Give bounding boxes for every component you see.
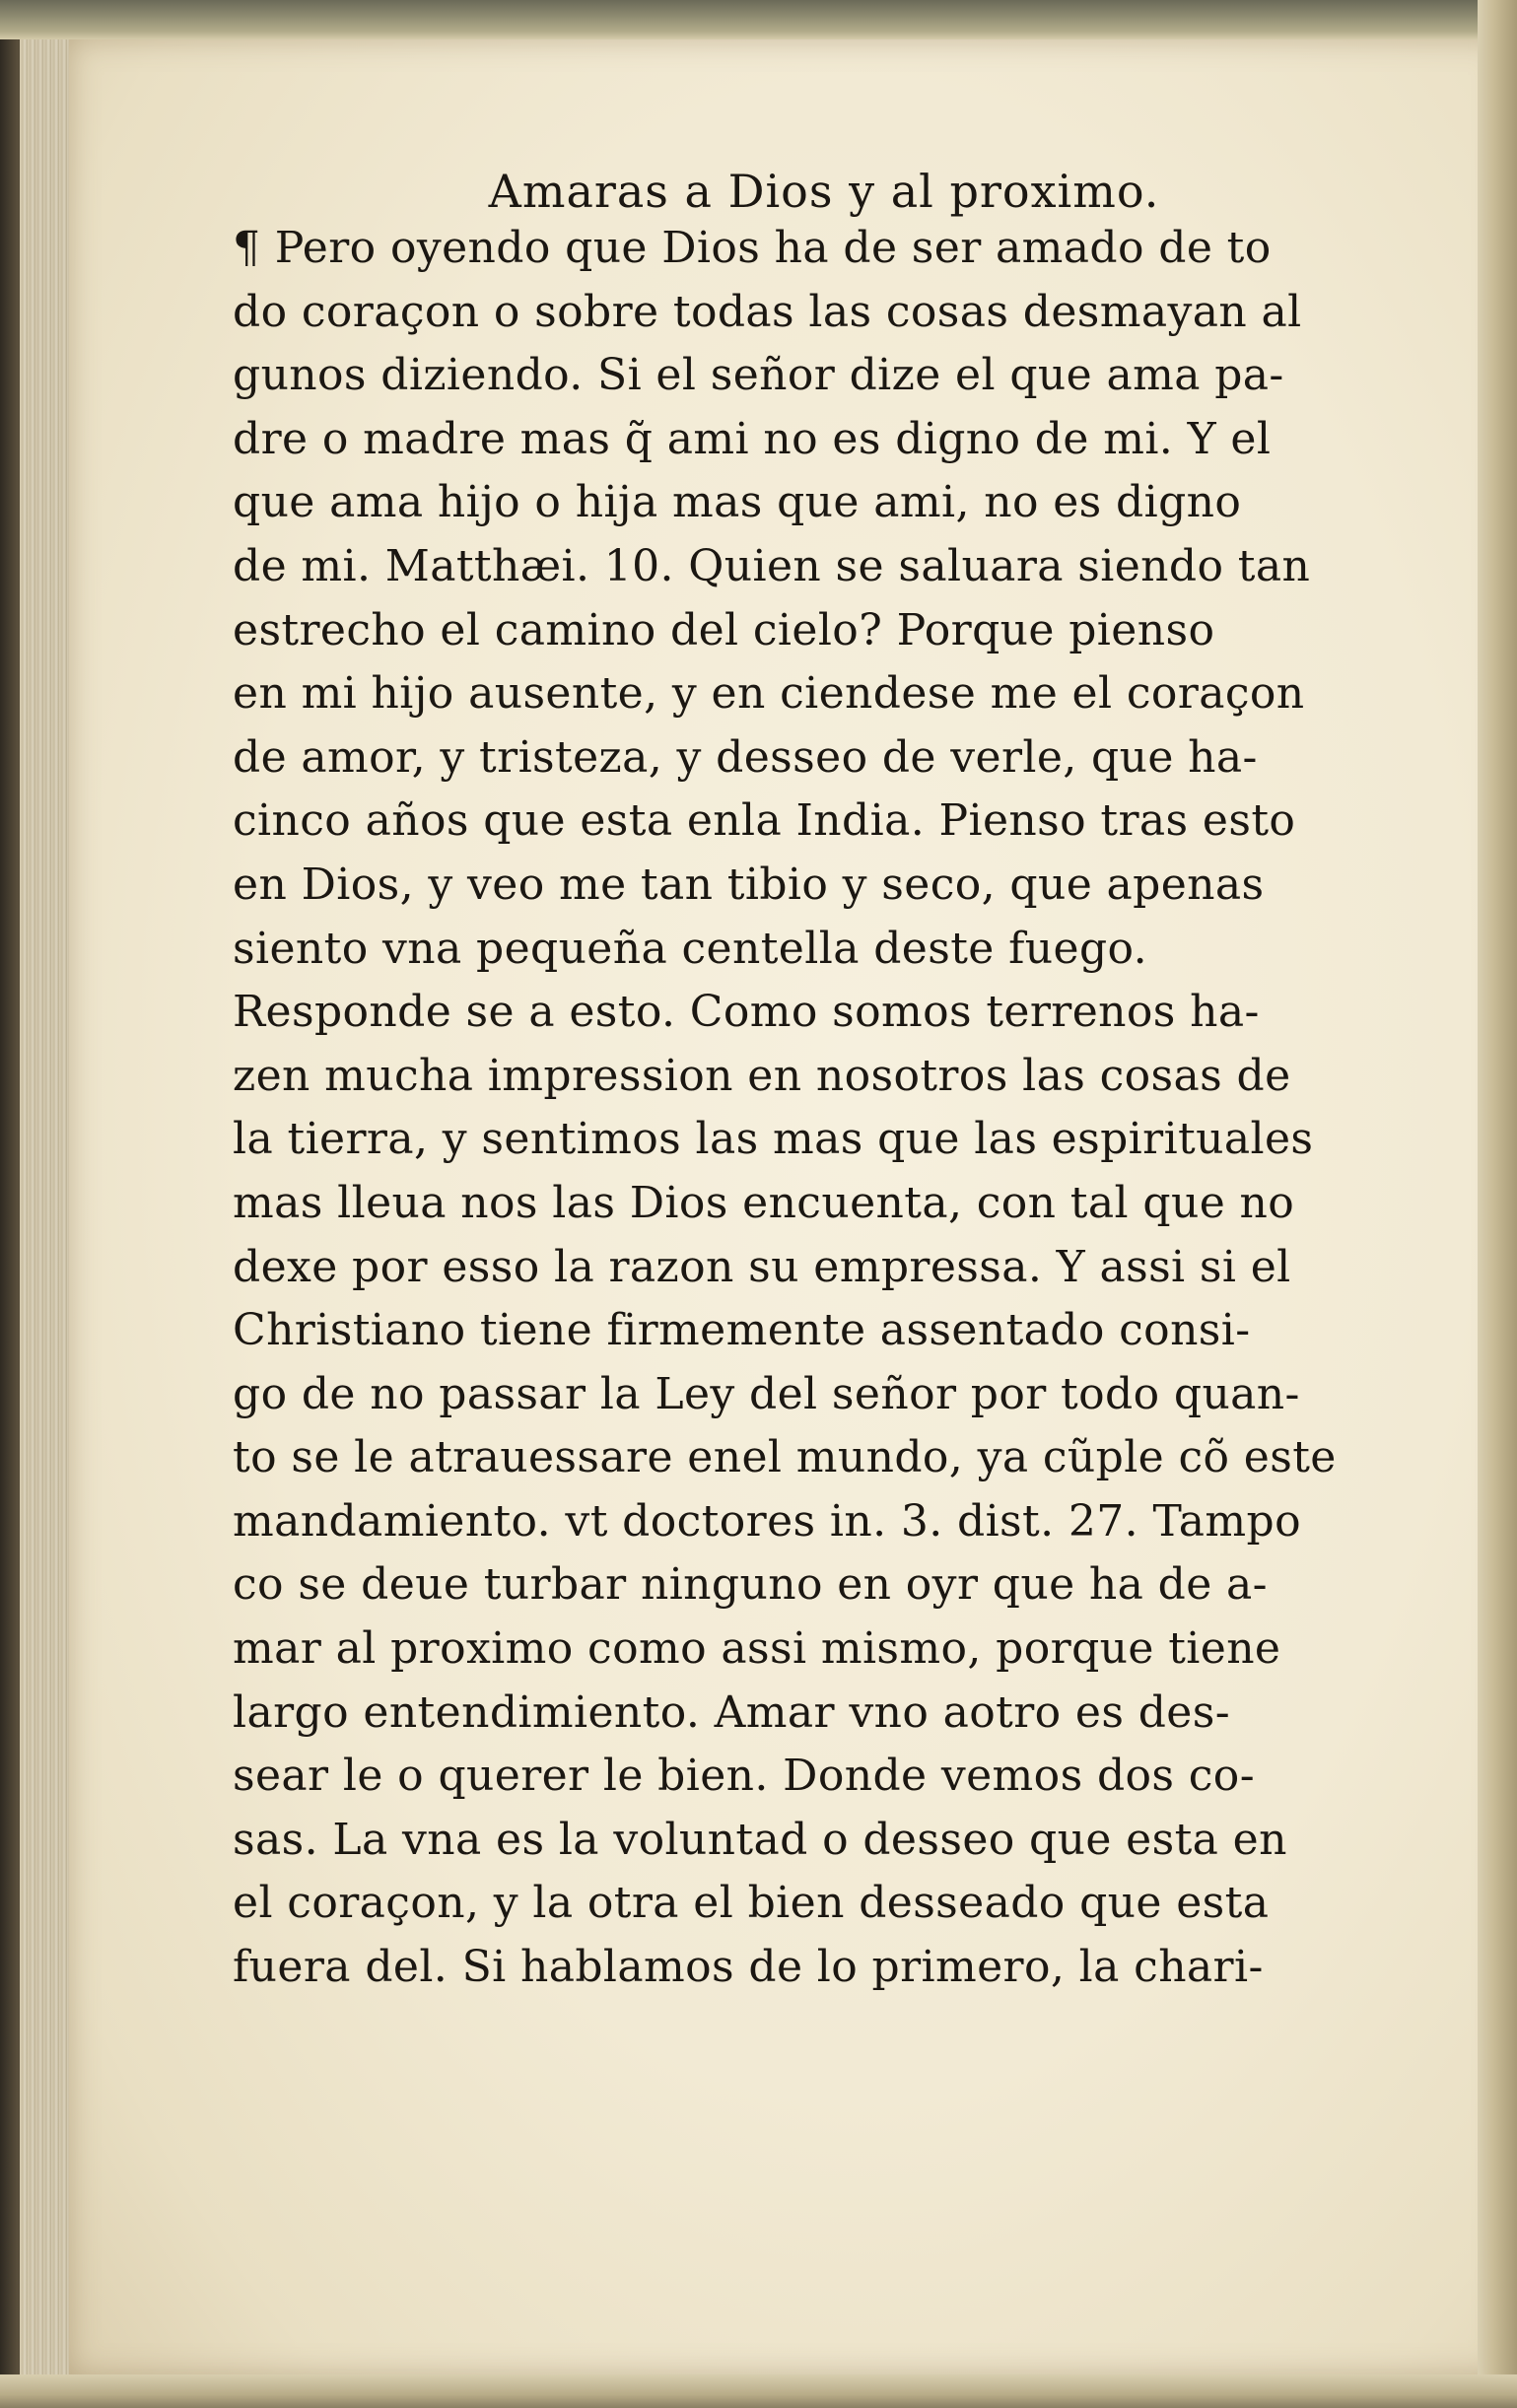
text-line: Christiano tiene firmemente assentado consi-	[233, 1305, 1251, 1356]
text-line: la tierra, y sentimos las mas que las espirituales	[233, 1114, 1314, 1165]
text-line: que ama hijo o hija mas que ami, no es digno	[233, 477, 1242, 528]
text-line: sear le o querer le bien. Donde vemos dos co-	[233, 1751, 1255, 1802]
text-line: en mi hijo ausente, y en ciendese me el coraçon	[233, 668, 1305, 720]
bottom-page-margin	[0, 2374, 1517, 2408]
text-line: de amor, y tristeza, y desseo de verle, que ha-	[233, 731, 1258, 783]
text-line: el coraçon, y la otra el bien desseado que esta	[233, 1878, 1270, 1929]
text-line: dre o madre mas q̃ ami no es digno de mi. Y el	[233, 413, 1272, 464]
text-line: de mi. Matthæi. 10. Quien se saluara siendo tan	[233, 540, 1311, 591]
text-line: estrecho el camino del cielo? Porque pienso	[233, 604, 1215, 655]
text-line: siento vna pequeña centella deste fuego.	[233, 923, 1148, 974]
page-text-block	[233, 166, 1366, 2000]
text-line: sas. La vna es la voluntad o desseo que esta en	[233, 1814, 1287, 1865]
text-line: go de no passar la Ley del señor por todo quan-	[233, 1368, 1300, 1419]
text-line: Responde se a esto. Como somos terrenos ha-	[233, 987, 1260, 1038]
text-line: mas lleua nos las Dios encuenta, con tal que no	[233, 1177, 1295, 1228]
text-line: mandamiento. vt doctores in. 3. dist. 27. Tampo	[233, 1495, 1301, 1547]
text-line: cinco años que esta enla India. Pienso tras esto	[233, 795, 1296, 847]
text-line: do coraçon o sobre todas las cosas desmayan al	[233, 286, 1302, 337]
text-line: zen mucha impression en nosotros las cosas de	[233, 1050, 1291, 1101]
text-line: largo entendimiento. Amar vno aotro es des-	[233, 1686, 1230, 1738]
text-line: dexe por esso la razon su empressa. Y assi si el	[233, 1241, 1291, 1292]
top-page-margin	[0, 0, 1517, 39]
text-line: ¶ Pero oyendo que Dios ha de ser amado de to	[233, 223, 1272, 273]
text-line: mar al proximo como assi mismo, porque tiene	[233, 1623, 1281, 1675]
text-line: fuera del. Si hablamos de lo primero, la chari-	[233, 1942, 1264, 1993]
running-head: Amaras a Dios y al proximo.	[488, 165, 1160, 218]
text-line: to se le atrauessare enel mundo, ya cũple cõ este	[233, 1432, 1337, 1483]
right-page-margin	[1478, 0, 1517, 2408]
text-line: gunos diziendo. Si el señor dize el que ama pa-	[233, 350, 1284, 401]
text-line: co se deue turbar ninguno en oyr que ha de a-	[233, 1559, 1268, 1611]
text-line: en Dios, y veo me tan tibio y seco, que apenas	[233, 859, 1265, 910]
